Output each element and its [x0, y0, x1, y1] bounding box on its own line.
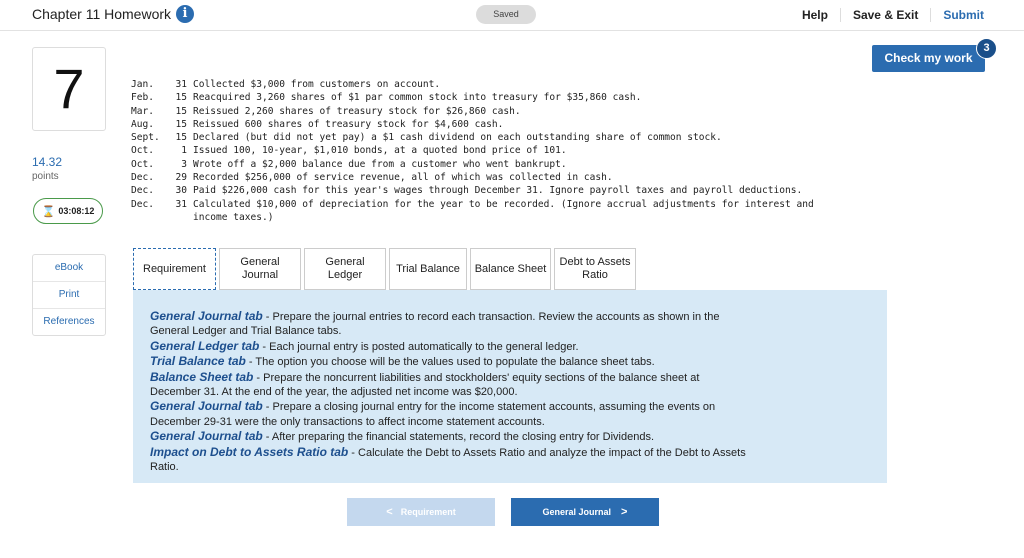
- top-bar: [0, 0, 1024, 31]
- instruction-line: Impact on Debt to Assets Ratio tab - Calculate the Debt to Assets Ratio and analyze the impact of the Debt to Assets: [150, 444, 746, 459]
- points-label: points: [32, 171, 59, 182]
- points-value: 14.32: [32, 155, 63, 169]
- instruction-line: Ratio.: [150, 461, 179, 474]
- transaction-row: Mar. 15 Reissued 2,260 shares of treasury stock for $26,860 cash.: [131, 105, 521, 117]
- tab-general-ledger[interactable]: General Ledger: [304, 248, 386, 290]
- instruction-line: General Ledger and Trial Balance tabs.: [150, 325, 342, 338]
- next-tab-button[interactable]: [511, 498, 659, 526]
- tab-balance-sheet[interactable]: Balance Sheet: [470, 248, 551, 290]
- instruction-line: December 29-31 were the only transactions to affect income statement accounts.: [150, 415, 545, 428]
- info-icon[interactable]: i: [176, 5, 194, 23]
- transaction-row: Oct. 3 Wrote off a $2,000 balance due from a customer who went bankrupt.: [131, 158, 567, 170]
- assignment-title: Chapter 11 Homework: [32, 6, 172, 22]
- next-tab-label: General Journal: [542, 507, 612, 517]
- tab-trial-balance[interactable]: Trial Balance: [389, 248, 467, 290]
- transaction-row: Dec. 30 Paid $226,000 cash for this year's wages through December 31. Ignore payroll taxes and payroll deductions.: [131, 185, 803, 197]
- instruction-line: Trial Balance tab - The option you choose will be the values used to populate the balance sheet tabs.: [150, 354, 655, 369]
- transaction-list: [131, 78, 814, 224]
- transaction-row: income taxes.): [193, 211, 274, 223]
- ebook-link[interactable]: eBook: [54, 262, 84, 273]
- previous-tab-button[interactable]: [347, 498, 495, 526]
- tab-bar: [133, 248, 636, 290]
- timer-value: 03:08:12: [58, 206, 95, 216]
- transaction-row: Aug. 15 Reissued 600 shares of treasury stock for $4,600 cash.: [131, 118, 504, 130]
- attempts-badge: 3: [976, 38, 997, 59]
- instruction-line: General Journal tab - Prepare a closing journal entry for the income statement accounts, assuming the events on: [150, 399, 716, 414]
- tab-general-journal[interactable]: General Journal: [219, 248, 301, 290]
- instruction-line: General Journal tab - Prepare the journal entries to record each transaction. Review the accounts as shown in the: [150, 309, 720, 323]
- references-link[interactable]: References: [33, 308, 105, 335]
- save-exit-link[interactable]: Save & Exit: [840, 8, 930, 22]
- top-actions: [790, 0, 1024, 30]
- chevron-left-icon: <: [386, 506, 393, 518]
- hourglass-icon: ⌛: [41, 205, 56, 218]
- help-link[interactable]: Help: [801, 8, 828, 22]
- timer: [33, 198, 103, 224]
- previous-tab-label: Requirement: [400, 507, 456, 517]
- transaction-row: Feb. 15 Reacquired 3,260 shares of $1 par common stock into treasury for $35,860 cash.: [131, 92, 642, 104]
- instruction-line: General Journal tab - After preparing the financial statements, record the closing entry for Dividends.: [150, 429, 655, 444]
- transaction-row: Jan. 31 Collected $3,000 from customers on account.: [131, 79, 441, 90]
- check-my-work-button[interactable]: Check my work: [872, 45, 985, 72]
- transaction-row: Oct. 1 Issued 100, 10-year, $1,010 bonds, at a quoted bond price of 101.: [131, 145, 567, 157]
- instruction-line: Balance Sheet tab - Prepare the noncurrent liabilities and stockholders' equity sections of the balance sheet at: [150, 369, 700, 384]
- chevron-right-icon: >: [621, 506, 628, 518]
- print-link[interactable]: Print: [33, 281, 105, 308]
- instruction-line: December 31. At the end of the year, the adjusted net income was $20,000.: [150, 386, 518, 399]
- transaction-row: Sept. 15 Declared (but did not yet pay) a $1 cash dividend on each outstanding share of common stock.: [131, 132, 722, 144]
- transaction-row: Dec. 31 Calculated $10,000 of depreciation for the year to be recorded. (Ignore accrual adjustments for interest and: [131, 198, 814, 210]
- instruction-line: General Ledger tab - Each journal entry is posted automatically to the general ledger.: [150, 338, 579, 353]
- saved-status: Saved: [476, 5, 536, 24]
- submit-link[interactable]: Submit: [930, 8, 1024, 22]
- tab-requirement[interactable]: Requirement: [133, 248, 216, 290]
- question-number: 7: [32, 47, 106, 131]
- transaction-row: Dec. 29 Recorded $256,000 of service revenue, all of which was collected in cash.: [131, 172, 613, 184]
- tab-debt-to-assets-ratio[interactable]: Debt to Assets Ratio: [554, 248, 636, 290]
- side-links: [32, 254, 106, 336]
- requirement-panel: [133, 290, 887, 483]
